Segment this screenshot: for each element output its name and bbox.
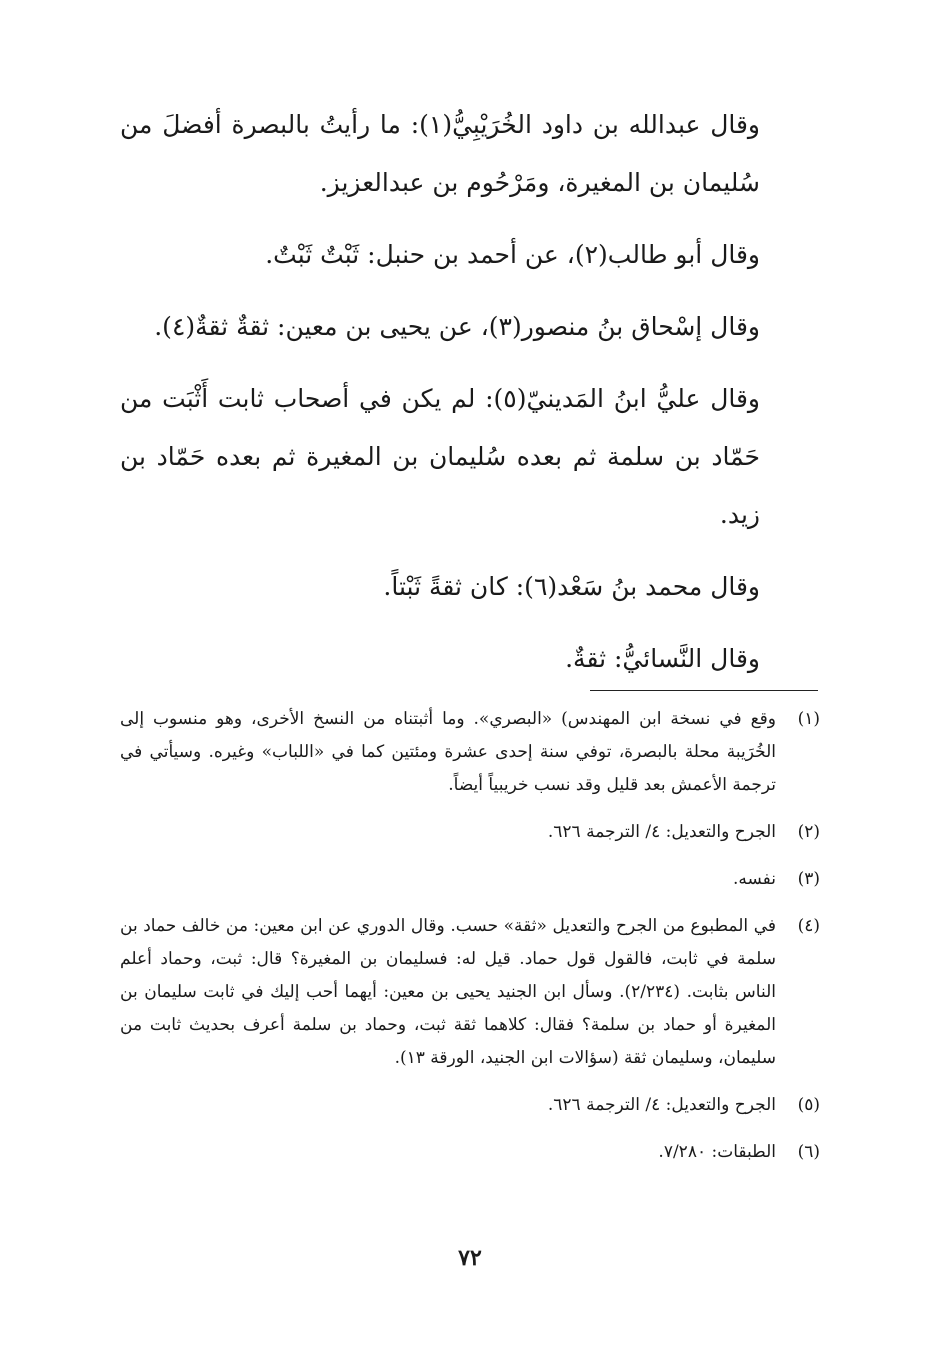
paragraph-khuraybi: وقال عبدالله بن داود الخُرَيْبِيُّ(١): ما رأيتُ بالبصرة أفضلَ من سُليمان بن المغيرة، ومَرْحُوم بن عبدالعزيز. [120, 110, 760, 197]
footnote-number: (١) [797, 709, 820, 729]
footnote-number: (٦) [797, 1142, 820, 1162]
footnote-5 [120, 1089, 820, 1122]
paragraph-ibn-saad: وقال محمد بنُ سَعْد(٦): كان ثقةً ثَبْتاً. [383, 572, 760, 601]
footnote-2 [120, 816, 820, 849]
footnote-3 [120, 863, 820, 896]
footnote-text: وقع في نسخة ابن المهندس) «البصري». وما أثبتناه من النسخ الأخرى، وهو منسوب إلى الخُرَيبة محلة بالبصرة، توفي سنة إحدى عشرة ومئتين كما في «اللباب» وغيره. وسيأتي في ترجمة الأعمش بعد قليل وقد نسب خريبياً أيضاً. [120, 709, 776, 795]
page-number: ٧٢ [458, 1245, 482, 1271]
footnote-text: الجرح والتعديل: ٤/ الترجمة ٦٢٦. [547, 822, 776, 842]
footnotes [120, 703, 820, 1183]
footnote-6 [120, 1136, 820, 1169]
main-text [120, 96, 820, 688]
footnote-number: (٣) [797, 869, 820, 889]
paragraph-nasai: وقال النَّسائيُّ: ثقةٌ. [565, 644, 760, 673]
footnote-number: (٤) [797, 916, 820, 936]
footnote-number: (٥) [797, 1095, 820, 1115]
footnote-1 [120, 703, 820, 802]
footnote-text: في المطبوع من الجرح والتعديل «ثقة» حسب. وقال الدوري عن ابن معين: من خالف حماد بن سلمة في ثابت، فالقول قول حماد. قيل له: فسليمان بن المغيرة؟ قال: ثبت، وحماد أعلم الناس بثابت. (٢/٢٣٤). وسأل ابن الجنيد يحيى بن معين: أيهما أحب إليك في ثابت سليمان بن المغيرة أو حماد بن سلمة؟ فقال: كلاهما ثقة ثبت، وحماد بن سلمة أعرف بحديث ثابت من سليمان، وسليمان ثقة (سؤالات ابن الجنيد، الورقة ١٣). [120, 916, 777, 1068]
footnote-text: الطبقات: ٧/٢٨٠. [658, 1142, 776, 1162]
paragraph-ishaq: وقال إسْحاق بنُ منصور(٣)، عن يحيى بن معين: ثقةٌ ثقةٌ(٤). [154, 312, 760, 341]
footnote-4 [120, 910, 820, 1075]
footnote-text: نفسه. [732, 869, 776, 889]
paragraph-ali-madini: وقال عليُّ ابنُ المَدينيّ(٥): لم يكن في أصحاب ثابت أَثْبَت من حَمّاد بن سلمة ثم بعده سُليمان بن المغيرة ثم بعده حَمّاد بن زيد. [120, 384, 761, 529]
footnote-separator [590, 690, 818, 691]
paragraph-abu-talib: وقال أبو طالب(٢)، عن أحمد بن حنبل: ثَبْتٌ ثَبْتٌ. [265, 240, 760, 269]
footnote-text: الجرح والتعديل: ٤/ الترجمة ٦٢٦. [547, 1095, 776, 1115]
footnote-number: (٢) [797, 822, 820, 842]
